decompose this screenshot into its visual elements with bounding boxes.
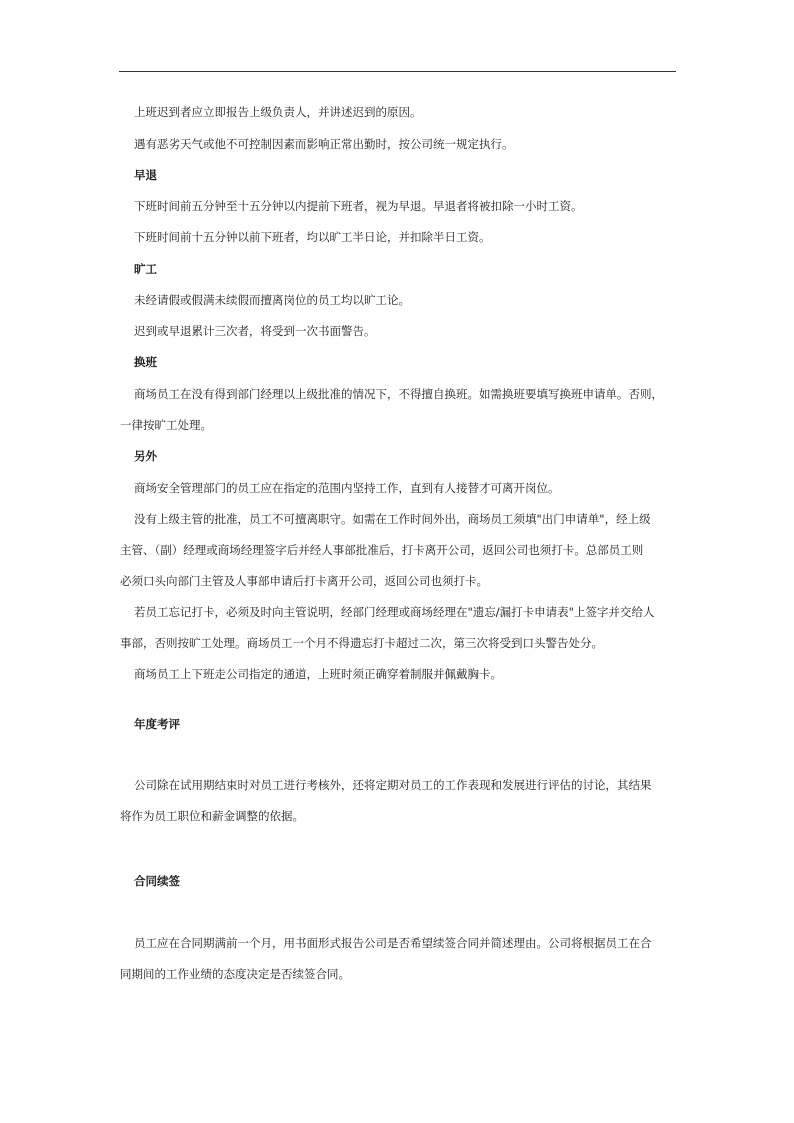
paragraph-line: 迟到或早退累计三次者，将受到一次书面警告。	[134, 324, 376, 338]
header-rule	[119, 71, 676, 72]
paragraph-line: 遇有恶劣天气或他不可控制因素而影响正常出勤时，按公司统一规定执行。	[134, 137, 514, 151]
paragraph-line: 事部，否则按旷工处理。商场员工一个月不得遗忘打卡超过二次，第三次将受到口头警告处分。	[120, 636, 603, 650]
paragraph-line: 上班迟到者应立即报告上级负责人，并讲述迟到的原因。	[134, 105, 422, 119]
paragraph-line: 若员工忘记打卡，必须及时向主管说明，经部门经理或商场经理在"遗忘/漏打卡申请表"上签字并交给人	[134, 605, 655, 619]
paragraph-line: 同期间的工作业绩的态度决定是否续签合同。	[120, 967, 350, 981]
section-heading: 换班	[134, 355, 157, 369]
section-heading: 旷工	[134, 262, 157, 276]
paragraph-line: 没有上级主管的批准，员工不可擅离职守。如需在工作时间外出，商场员工须填"出门申请单"，经上级	[134, 512, 651, 526]
paragraph-line: 将作为员工职位和薪金调整的依据。	[120, 809, 304, 823]
paragraph-line: 商场员工在没有得到部门经理以上级批准的情况下，不得擅自换班。如需换班要填写换班申请单。否则，	[134, 387, 663, 401]
paragraph-line: 一律按旷工处理。	[120, 418, 212, 432]
section-heading: 年度考评	[134, 717, 180, 731]
paragraph-line: 下班时间前十五分钟以前下班者，均以旷工半日论，并扣除半日工资。	[134, 230, 491, 244]
paragraph-line: 下班时间前五分钟至十五分钟以内提前下班者，视为早退。早退者将被扣除一小时工资。	[134, 199, 583, 213]
paragraph-line: 主管、（副）经理或商场经理签字后并经人事部批准后，打卡离开公司，返回公司也须打卡。总部员工则	[120, 543, 644, 557]
paragraph-line: 必须口头向部门主管及人事部申请后打卡离开公司，返回公司也须打卡。	[120, 574, 488, 588]
paragraph-line: 未经请假或假满未续假而擅离岗位的员工均以旷工论。	[134, 293, 410, 307]
paragraph-line: 公司除在试用期结束时对员工进行考核外，还将定期对员工的工作表现和发展进行评估的讨论，其结果	[134, 778, 652, 792]
paragraph-line: 商场安全管理部门的员工应在指定的范围内坚持工作，直到有人接替才可离开岗位。	[134, 481, 560, 495]
section-heading: 合同续签	[134, 874, 180, 888]
paragraph-line: 商场员工上下班走公司指定的通道，上班时须正确穿着制服并佩戴胸卡。	[134, 667, 502, 681]
paragraph-line: 员工应在合同期满前一个月，用书面形式报告公司是否希望续签合同并简述理由。公司将根据员工在合	[134, 936, 652, 950]
section-heading: 另外	[134, 449, 157, 463]
section-heading: 早退	[134, 168, 157, 182]
